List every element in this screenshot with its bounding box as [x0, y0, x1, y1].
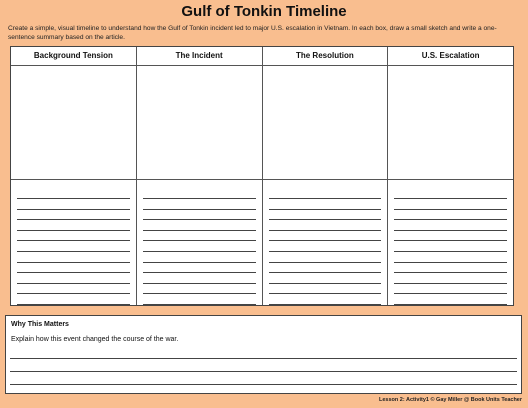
sketch-box[interactable]: [11, 66, 136, 180]
summary-lines[interactable]: [263, 180, 388, 305]
why-this-matters-title: Why This Matters: [11, 321, 69, 328]
summary-lines[interactable]: [137, 180, 262, 305]
why-this-matters-prompt: Explain how this event changed the course of the war.: [11, 336, 179, 343]
summary-lines[interactable]: [11, 180, 136, 305]
column-heading: U.S. Escalation: [388, 47, 513, 66]
timeline-column-background-tension: [11, 47, 137, 305]
timeline-grid: [10, 46, 514, 306]
column-heading: Background Tension: [11, 47, 136, 66]
writing-line[interactable]: [10, 358, 517, 359]
footer-credit: Lesson 2: Activity1 © Gay Miller @ Book Units Teacher: [379, 397, 522, 403]
column-heading: The Resolution: [263, 47, 388, 66]
writing-line[interactable]: [10, 384, 517, 385]
sketch-box[interactable]: [263, 66, 388, 180]
sketch-box[interactable]: [388, 66, 513, 180]
timeline-column-us-escalation: [388, 47, 513, 305]
summary-lines[interactable]: [388, 180, 513, 305]
timeline-column-the-resolution: [263, 47, 389, 305]
column-heading: The Incident: [137, 47, 262, 66]
instructions-text: Create a simple, visual timeline to understand how the Gulf of Tonkin incident led to major U.S. escalation in Vietnam. In each box, draw a small sketch and write a one-sentence summary based on the article.: [8, 25, 497, 41]
writing-line[interactable]: [10, 371, 517, 372]
sketch-box[interactable]: [137, 66, 262, 180]
page-title: Gulf of Tonkin Timeline: [181, 3, 347, 20]
timeline-column-the-incident: [137, 47, 263, 305]
why-this-matters-box: [5, 315, 522, 394]
